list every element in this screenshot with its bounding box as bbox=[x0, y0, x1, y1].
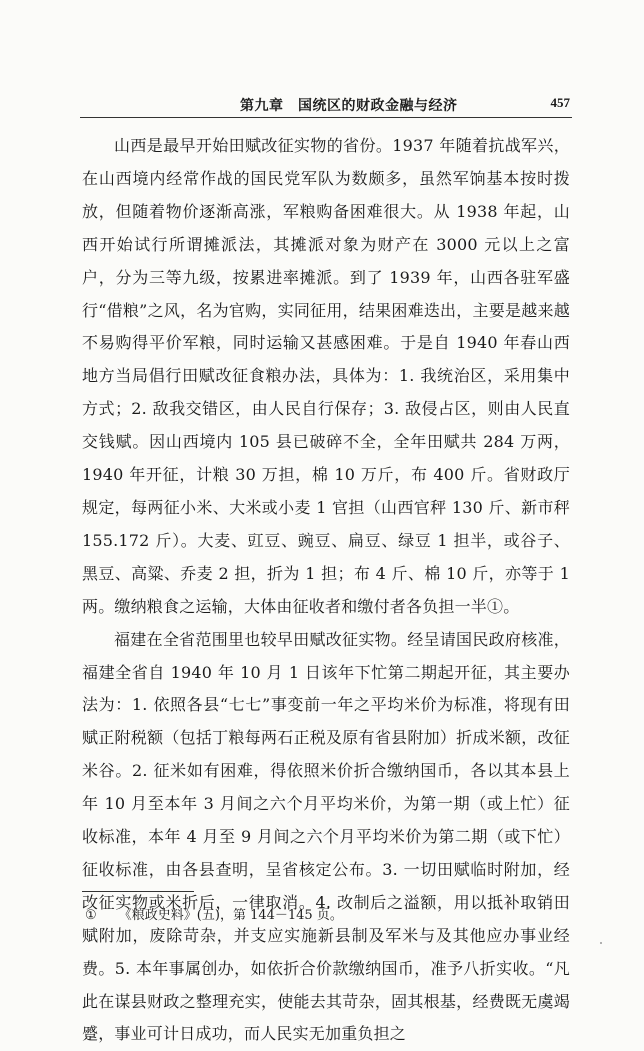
footnote-text: 《粮政史料》(五)，第 144－145 页。 bbox=[118, 908, 343, 923]
page-number: 457 bbox=[550, 95, 570, 110]
paragraph-shanxi: 山西是最早开始田赋改征实物的省份。1937 年随着抗战军兴，在山西境内经常作战的国民党军队为数颇多，虽然军饷基本按时拨放，但随着物价逐渐高涨，军粮购备困难很大。从 1938 年起，山西开始试行所谓摊派法，其摊派对象为财产在 3000 元以上之富户，分为三等九级，按累进率摊派。到了 1939 年，山西各驻军盛行“借粮”之风，名为官购，实同征用，结果困难迭出，主要是越来越不易购得平价军粮，同时运输又甚感困难。于是自 1940 年春山西地方当局倡行田赋改征食粮办法，具体为：1. 我统治区，采用集中方式；2. 敌我交错区，由人民自行保存；3. 敌侵占区，则由人民直交钱赋。因山西境内 105 县已破碎不全，全年田赋共 284 万两，1940 年开征，计粮 30 万担，棉 10 万斤，布 400 斤。省财政厅规定，每两征小米、大米或小麦 1 官担（山西官秤 130 斤、新市秤 155.172 斤）。大麦、豇豆、豌豆、扁豆、绿豆 1 担半，或谷子、黑豆、高粱、乔麦 2 担，折为 1 担；布 4 斤、棉 10 斤，亦等于 1 两。缴纳粮食之运输，大体由征收者和缴付者各负担一半①。 bbox=[82, 136, 570, 616]
scan-speck bbox=[600, 942, 602, 944]
footnote-rule bbox=[82, 891, 194, 892]
header-rule bbox=[80, 117, 572, 118]
chapter-title: 第九章 国统区的财政金融与经济 bbox=[240, 98, 458, 114]
paragraph-fujian: 福建在全省范围里也较早田赋改征实物。经呈请国民政府核准，福建全省自 1940 年 10 月 1 日该年下忙第二期起开征，其主要办法为：1. 依照各县“七七”事变前一年之平均米价为标准，将现有田赋正附税额（包括丁粮每两石正税及原有省县附加）折成米额，改征米谷。2. 征米如有困难，得依照米价折合缴纳国币，各以其本县上年 10 月至本年 3 月间之六个月平均米价，为第一期（或上忙）征收标准，本年 4 月至 9 月间之六个月平均米价为第二期（或下忙）征收标准，由各县查明，呈省核定公布。3. 一切田赋临时附加，经改征实物或米折后，一律取消。4. 改制后之溢额，用以抵补取销田赋附加，废除苛杂，并支应实施新县制及军米与及其他应办事业经费。5. 本年事属创办，如依折合价款缴纳国币，准予八折实收。“凡此在谋县财政之整理充实，使能去其苛杂，固其根基，经费既无虞竭蹙，事业可计日成功，而人民实无加重负担之 bbox=[82, 629, 570, 1044]
footnote-marker: ① bbox=[85, 908, 97, 923]
running-header bbox=[80, 95, 570, 117]
footnote bbox=[85, 904, 343, 923]
